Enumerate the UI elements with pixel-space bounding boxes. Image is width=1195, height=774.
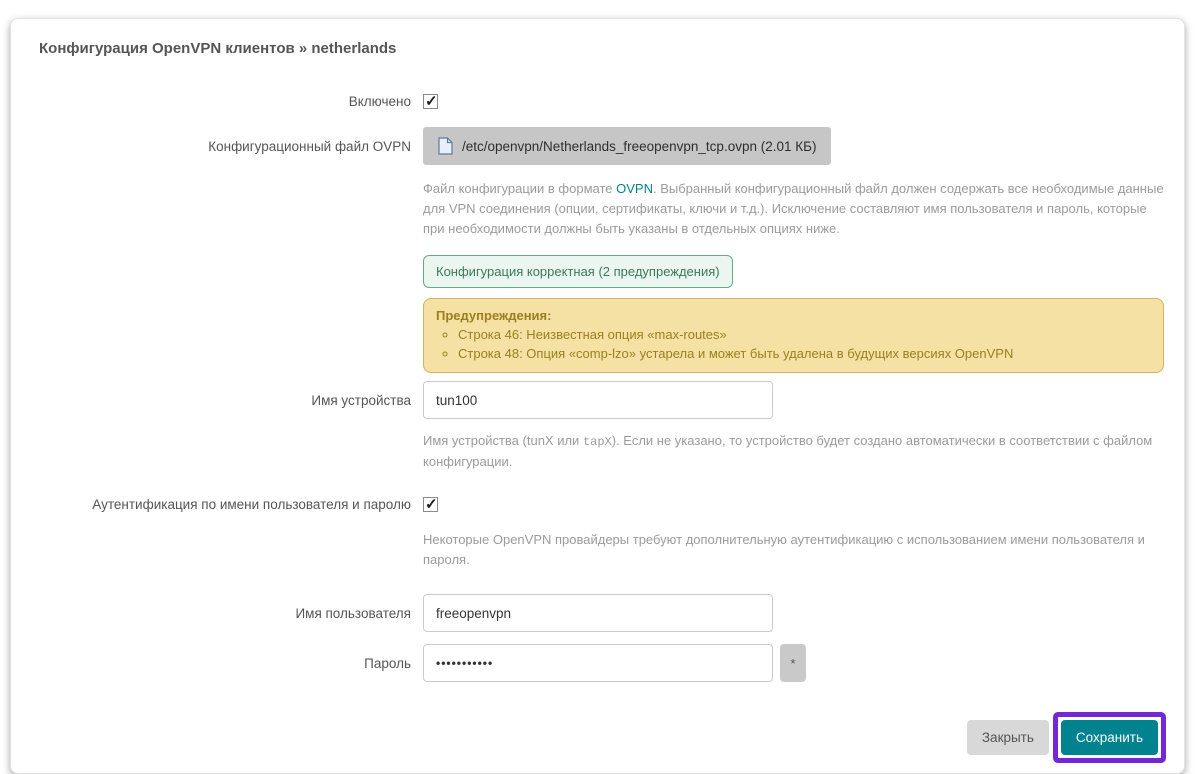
config-file-chip[interactable] xyxy=(423,127,831,165)
row-username xyxy=(39,594,1164,632)
check-icon: ✓ xyxy=(425,496,438,513)
warnings-list xyxy=(458,325,1151,363)
enabled-checkbox[interactable] xyxy=(423,94,438,109)
help-text-part: . Выбранный конфигурационный файл должен содержать все необходимые данные для VPN соединения (опции, сертификаты, ключи и т.д.). Исключение составляют имя пользователя и пароль, которые при необходимости должны быть указаны в отдельных опциях ниже. xyxy=(423,181,1164,236)
row-device-name xyxy=(39,381,1164,472)
help-text-part: Файл конфигурации в формате xyxy=(423,181,617,196)
ovpn-format-link[interactable]: OVPN xyxy=(616,181,653,196)
warning-item: ◦ Строка 46: Неизвестная опция «max-routes» xyxy=(458,325,1151,344)
help-code: tapX xyxy=(582,435,612,449)
save-button[interactable]: Сохранить xyxy=(1061,720,1158,755)
device-name-help xyxy=(423,431,1164,472)
row-config-file xyxy=(39,136,1164,373)
config-file-path: /etc/openvpn/Netherlands_freeopenvpn_tcp.ovpn (2.01 КБ) xyxy=(462,138,817,154)
username-label: Имя пользователя xyxy=(295,606,411,621)
warning-item: ◦ Строка 48: Опция «comp-lzo» устарела и может быть удалена в будущих версиях OpenVPN xyxy=(458,344,1151,363)
device-name-label: Имя устройства xyxy=(311,393,411,408)
warnings-title: Предупреждения: xyxy=(436,308,552,323)
device-name-input[interactable] xyxy=(423,381,773,419)
config-file-help xyxy=(423,179,1164,239)
config-warnings-box xyxy=(423,298,1164,373)
help-text-part: Имя устройства (tunX или xyxy=(423,433,583,448)
row-enabled xyxy=(39,93,1164,111)
enabled-label: Включено xyxy=(348,94,411,109)
save-button-highlight-annotation xyxy=(1053,712,1166,763)
close-button[interactable]: Закрыть xyxy=(967,720,1049,755)
auth-help: Некоторые OpenVPN провайдеры требуют дополнительную аутентификацию с использованием имени пользователя и пароля. xyxy=(423,532,1145,567)
auth-label: Аутентификация по имени пользователя и паролю xyxy=(92,497,411,512)
password-label: Пароль xyxy=(364,656,411,671)
check-icon: ✓ xyxy=(425,93,438,110)
auth-checkbox[interactable] xyxy=(423,497,438,512)
dialog-footer xyxy=(39,720,1164,755)
username-input[interactable] xyxy=(423,594,773,632)
dialog-title: Конфигурация OpenVPN клиентов » netherlands xyxy=(39,40,397,57)
row-auth xyxy=(39,496,1164,570)
openvpn-config-dialog xyxy=(10,18,1185,774)
file-icon xyxy=(438,137,453,155)
config-status-badge: Конфигурация корректная (2 предупреждения) xyxy=(423,255,733,288)
password-reveal-button[interactable]: * xyxy=(780,644,806,682)
row-password xyxy=(39,644,1164,682)
config-file-label: Конфигурационный файл OVPN xyxy=(208,139,411,154)
help-text-part: ). Если не указано, то устройство будет создано автоматически в соответствии с файлом конфигурации. xyxy=(423,433,1153,469)
password-input[interactable] xyxy=(423,644,773,682)
